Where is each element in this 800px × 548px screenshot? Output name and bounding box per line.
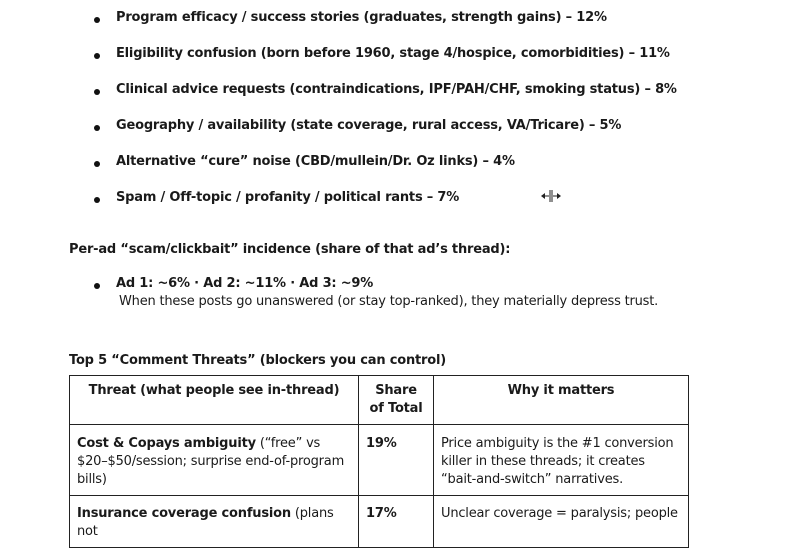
list-item — [94, 154, 515, 169]
bullet-dot — [94, 197, 100, 203]
list-item-text: Alternative “cure” noise (CBD/mullein/Dr. Oz links) – 4% — [116, 154, 515, 169]
bullet-dot — [94, 125, 100, 131]
list-item-text: Spam / Off-topic / profanity / political rants – 7% — [116, 190, 460, 205]
why-cell: Unclear coverage = paralysis; people — [434, 496, 689, 548]
list-item-text: Eligibility confusion (born before 1960, stage 4/hospice, comorbidities) – 11% — [116, 46, 670, 61]
threat-name: Insurance coverage confusion — [77, 506, 291, 521]
list-item — [94, 276, 374, 291]
table-header-row — [70, 376, 689, 425]
share-cell: 17% — [359, 496, 434, 548]
threat-detail: (plans not — [77, 506, 334, 539]
column-resize-cursor-icon — [540, 189, 562, 203]
scam-incidence-heading: Per-ad “scam/clickbait” incidence (share of that ad’s thread): — [69, 242, 511, 257]
list-item — [94, 10, 607, 25]
threat-detail: (“free” vs $20–$50/session; surprise end-of-program bills) — [77, 436, 345, 487]
why-cell: Price ambiguity is the #1 conversion killer in these threads; it creates “bait-and-switch” narratives. — [434, 425, 689, 496]
scam-incidence-note: When these posts go unanswered (or stay top-ranked), they materially depress trust. — [119, 294, 659, 309]
threat-name: Cost & Copays ambiguity — [77, 436, 256, 451]
column-header-threat: Threat (what people see in-thread) — [70, 376, 359, 425]
list-item-text: Clinical advice requests (contraindications, IPF/PAH/CHF, smoking status) – 8% — [116, 82, 677, 97]
list-item-text: Geography / availability (state coverage, rural access, VA/Tricare) – 5% — [116, 118, 622, 133]
list-item — [94, 190, 460, 205]
table-row — [70, 496, 689, 548]
bullet-dot — [94, 161, 100, 167]
threat-cell — [70, 425, 359, 496]
scam-incidence-values: Ad 1: ~6% · Ad 2: ~11% · Ad 3: ~9% — [116, 276, 374, 291]
bullet-dot — [94, 283, 100, 289]
list-item — [94, 82, 677, 97]
share-cell: 19% — [359, 425, 434, 496]
list-item — [94, 118, 622, 133]
bullet-dot — [94, 17, 100, 23]
list-item-text: Program efficacy / success stories (graduates, strength gains) – 12% — [116, 10, 607, 25]
column-header-share: Share of Total — [359, 376, 434, 425]
bullet-dot — [94, 53, 100, 59]
table-row — [70, 425, 689, 496]
bullet-dot — [94, 89, 100, 95]
column-header-why: Why it matters — [434, 376, 689, 425]
threat-cell — [70, 496, 359, 548]
comment-threats-table — [69, 375, 689, 548]
list-item — [94, 46, 670, 61]
table-heading: Top 5 “Comment Threats” (blockers you can control) — [69, 353, 446, 368]
